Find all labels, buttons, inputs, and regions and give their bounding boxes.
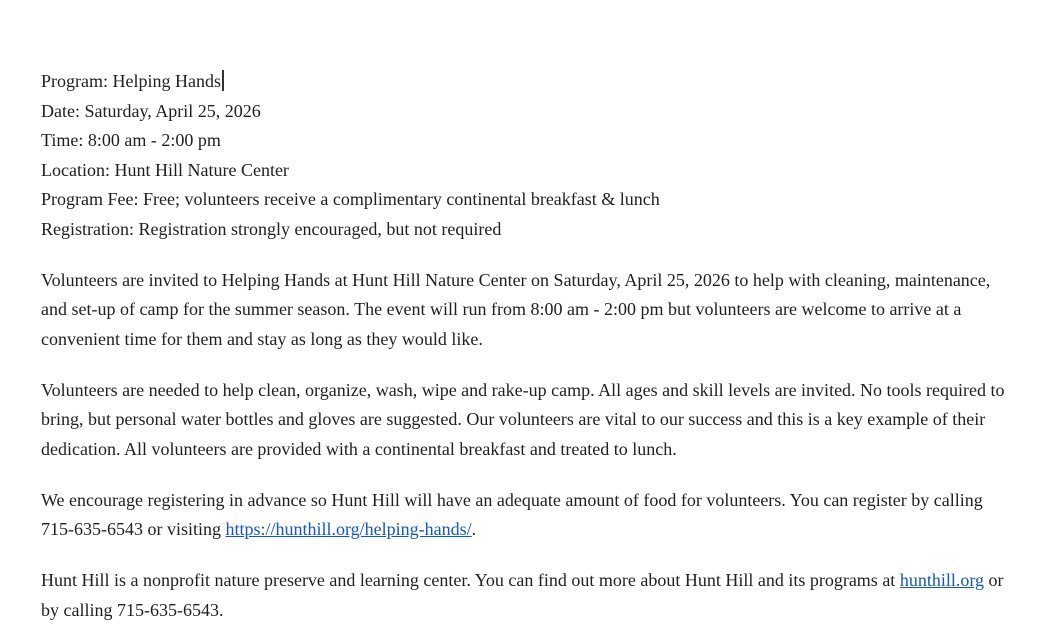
- register-paragraph[interactable]: We encourage registering in advance so Hunt Hill will have an adequate amount of food for volunteers. You can register by calling 715-635-6543 or visiting https://hunthill.org/helping-hands/.: [41, 489, 983, 539]
- program-details: [41, 67, 1005, 244]
- hunthill-link[interactable]: hunthill.org: [899, 570, 984, 590]
- volunteers-needed-paragraph[interactable]: Volunteers are needed to help clean, organize, wash, wipe and rake-up camp. All ages and skill levels are invited. No tools required to bring, but personal water bottles and gloves are suggested. Our volunteers are vital to our success and this is a key example of their dedication. All volunteers are provided with a continental breakfast and treated to lunch.: [41, 379, 1005, 459]
- about-paragraph[interactable]: Hunt Hill is a nonprofit nature preserve and learning center. You can find out more about Hunt Hill and its programs at hunthill.org or by calling 715-635-6543.: [41, 570, 1004, 620]
- program-line[interactable]: Program: Helping Hands: [41, 67, 1005, 97]
- time-line[interactable]: Time: 8:00 am - 2:00 pm: [41, 130, 221, 150]
- date-line[interactable]: Date: Saturday, April 25, 2026: [41, 100, 261, 121]
- text-cursor: [222, 70, 224, 91]
- registration-line[interactable]: Registration: Registration strongly encouraged, but not required: [41, 218, 502, 239]
- program-fee-line[interactable]: Program Fee: Free; volunteers receive a complimentary continental breakfast & lunch: [41, 189, 660, 209]
- location-line[interactable]: Location: Hunt Hill Nature Center: [41, 159, 289, 180]
- helping-hands-link[interactable]: https://hunthill.org/helping-hands/: [225, 519, 472, 539]
- intro-paragraph[interactable]: Volunteers are invited to Helping Hands at Hunt Hill Nature Center on Saturday, April 25, 2026 to help with cleaning, maintenance, and set-up of camp for the summer season. The event will run from 8:00 am - 2:00 pm but volunteers are welcome to arrive at a convenient time for them and stay as long as they would like.: [41, 269, 991, 349]
